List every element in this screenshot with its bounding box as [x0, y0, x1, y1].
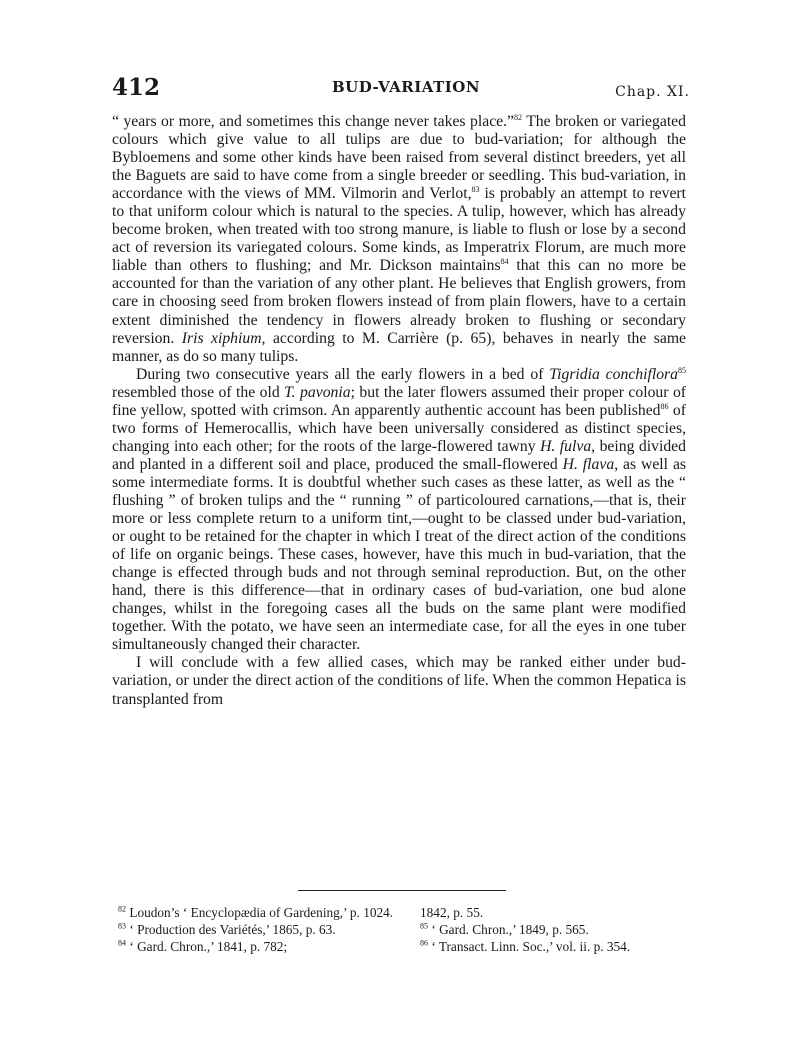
paragraph: “ years or more, and sometimes this change never takes place.”$^{82}$ The broken or variegated colours which give value to all tulips are due to bud-variation; for although the Bybloemens and some other kinds have been raised from several distinct breeders, yet all the Baguets are said to have come from a single breeder or seedling. This bud-variation, in accordance with the views of MM. Vilmorin and Verlot,$^{83}$ is probably an attempt to revert to that uniform colour which is natural to the species. A tulip, however, which has already become broken, when treated with too strong manure, is liable to flush or lose by a second act of reversion its variegated colours. Some kinds, as Imperatrix Florum, are much more liable than others to flushing; and Mr. Dickson maintains$^{84}$ that this can no more be accounted for than the variation of any other plant. He believes that English growers, from care in choosing seed from broken flowers instead of from plain flowers, have to a certain extent diminished the tendency in flowers already broken to flushing or secondary reversion. Iris xiphium, according to M. Carrière (p. 65), behaves in nearly the same manner, as do so many tulips. [112, 112, 686, 365]
footnote: $^{82}$ Loudon’s ‘ Encyclopædia of Gardening,’ p. 1024. [118, 904, 394, 920]
paragraph: During two consecutive years all the early flowers in a bed of Tigridia conchiflora$^{85}$ resembled those of the old T. pavonia; but the later flowers assumed their proper colour of fine yellow, spotted with crimson. An apparently authentic account has been published$^{86}$ of two forms of Hemerocallis, which have been universally considered as distinct species, changing into each other; for the roots of the large-flowered tawny H. fulva, being divided and planted in a different soil and place, produced the small-flowered H. flava, as well as some intermediate forms. It is doubtful whether such cases as these latter, as well as the “ flushing ” of broken tulips and the “ running ” of particoloured carnations,—that is, their more or less complete return to a uniform tint,—ought to be classed under bud-variation, or ought to be retained for the chapter in which I treat of the direct action of the conditions of life on organic beings. These cases, however, have this much in bud-variation, that the change is effected through buds and not through seminal reproduction. But, on the other hand, there is this difference—that in ordinary cases of bud-variation, one bud alone changes, whilst in the foregoing cases all the buds on the same plant were modified together. With the potato, we have seen an intermediate case, for all the eyes in one tuber simultaneously changed their character. [112, 365, 687, 654]
paragraph: I will conclude with a few allied cases, which may be ranked either under bud-variation, or under the direct action of the conditions of life. When the common Hepatica is transplanted from [112, 654, 686, 708]
body-text [112, 113, 686, 709]
page-number: 412 [112, 74, 161, 101]
footnotes-left-column [118, 904, 406, 955]
footnote: $^{86}$ ‘ Transact. Linn. Soc.,’ vol. ii. p. 354. [420, 938, 631, 954]
footnote: 1842, p. 55. [420, 905, 484, 920]
footnote: $^{85}$ ‘ Gard. Chron.,’ 1849, p. 565. [420, 921, 589, 937]
footnote: $^{84}$ ‘ Gard. Chron.,’ 1841, p. 782; [118, 938, 288, 954]
chapter-label: Chap. XI. [615, 84, 690, 100]
running-header [112, 74, 690, 104]
footnote-divider [298, 890, 506, 891]
footnotes-right-column [420, 904, 690, 955]
footnote: $^{83}$ ‘ Production des Variétés,’ 1865, p. 63. [118, 921, 336, 937]
running-title: BUD-VARIATION [332, 78, 481, 96]
